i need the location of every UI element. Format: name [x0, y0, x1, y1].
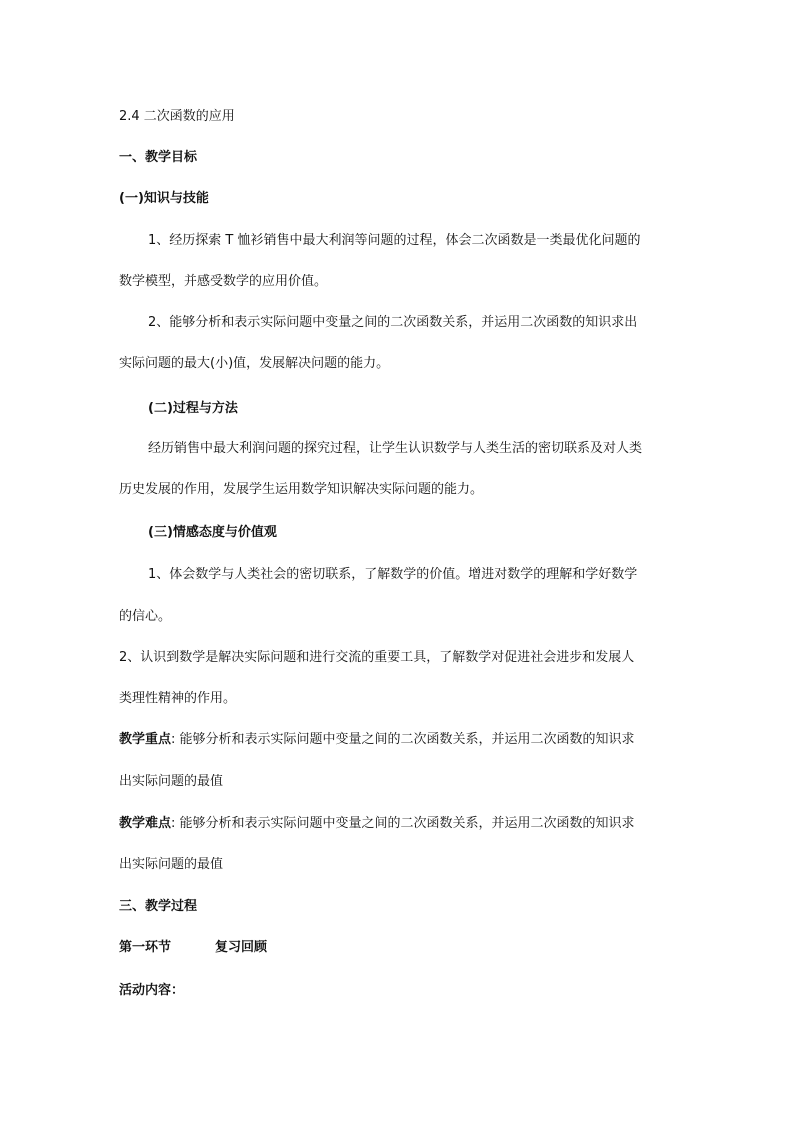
subsection-heading-process-method: (二)过程与方法 — [148, 401, 238, 416]
section-heading-teaching-process: 三、教学过程 — [119, 899, 198, 914]
paragraph-line: 1、体会数学与人类社会的密切联系，了解数学的价值。增进对数学的理解和学好数学 — [148, 567, 638, 582]
teaching-key-point-text: : 能够分析和表示实际问题中变量之间的二次函数关系，并运用二次函数的知识求 — [171, 732, 635, 747]
section-heading-teaching-objectives: 一、教学目标 — [119, 150, 198, 165]
paragraph-line: 2、认识到数学是解决实际问题和进行交流的重要工具，了解数学对促进社会进步和发展人 — [119, 650, 635, 665]
subsection-heading-emotion-values: (三)情感态度与价值观 — [148, 525, 277, 540]
document-title: 2.4 二次函数的应用 — [119, 109, 235, 124]
paragraph-line: 出实际问题的最值 — [119, 857, 224, 872]
activity-content-label: 活动内容： — [119, 983, 185, 998]
teaching-key-point-label: 教学重点 — [119, 732, 172, 747]
teaching-key-point-line — [119, 731, 635, 749]
paragraph-line: 数学模型，并感受数学的应用价值。 — [119, 274, 328, 289]
paragraph-line: 经历销售中最大利润问题的探究过程，让学生认识数学与人类生活的密切联系及对人类 — [148, 441, 643, 456]
step-label: 第一环节 — [119, 940, 172, 955]
paragraph-line: 1、经历探索 T 恤衫销售中最大利润等问题的过程，体会二次函数是一类最优化问题的 — [148, 233, 641, 248]
teaching-difficulty-label: 教学难点 — [119, 816, 172, 831]
paragraph-line: 2、能够分析和表示实际问题中变量之间的二次函数关系，并运用二次函数的知识求出 — [148, 315, 638, 330]
paragraph-line: 出实际问题的最值 — [119, 774, 224, 789]
subsection-heading-knowledge-skills: (一)知识与技能 — [119, 191, 209, 206]
step-title: 复习回顾 — [215, 940, 268, 955]
paragraph-line: 的信心。 — [119, 609, 172, 624]
teaching-difficulty-line — [119, 815, 635, 833]
paragraph-line: 实际问题的最大(小)值，发展解决问题的能力。 — [119, 356, 390, 371]
paragraph-line: 类理性精神的作用。 — [119, 691, 237, 706]
paragraph-line: 历史发展的作用，发展学生运用数学知识解决实际问题的能力。 — [119, 482, 484, 497]
step-heading — [119, 939, 267, 957]
teaching-difficulty-text: : 能够分析和表示实际问题中变量之间的二次函数关系，并运用二次函数的知识求 — [171, 816, 635, 831]
